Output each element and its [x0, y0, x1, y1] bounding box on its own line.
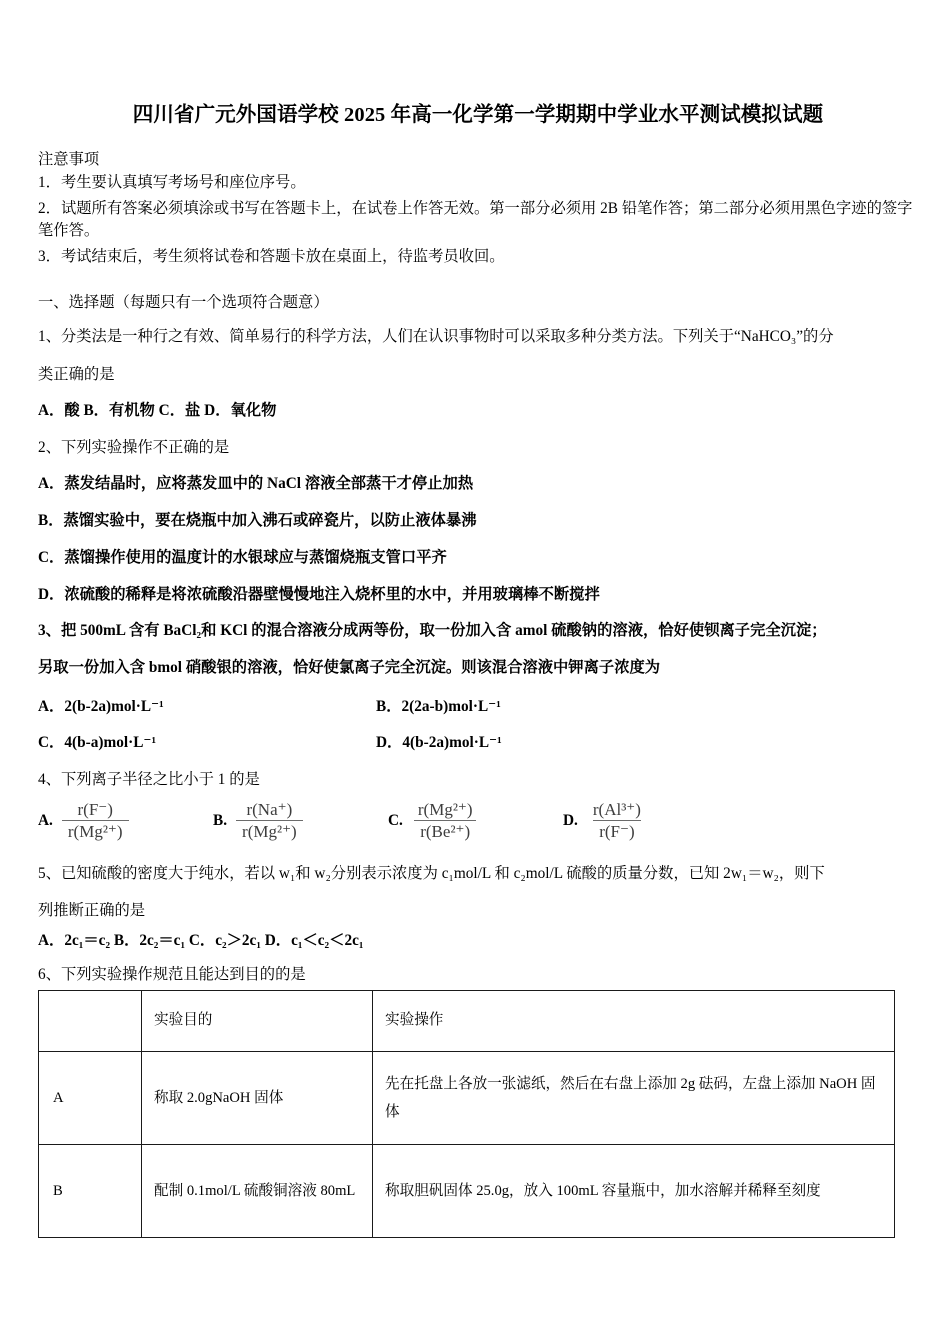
question-1-options [38, 398, 918, 420]
question-5-stem-line-1: 5、已知硫酸的密度大于纯水，若以 w₁和 w₂分别表示浓度为 c₁mol/L 和 c₂mol/L 硫酸的质量分数，已知 2w₁＝w₂，则下 [38, 865, 825, 882]
fraction-numerator: r(F⁻) [77, 800, 113, 819]
question-2-option-c: C．蒸馏操作使用的温度计的水银球应与蒸馏烧瓶支管口平齐 [38, 549, 447, 566]
fraction-denominator: r(Be²⁺) [414, 820, 476, 841]
question-3-option-c: C．4(b-a)mol·L⁻¹ [38, 734, 157, 751]
notice-item-1: 1．考生要认真填写考场号和座位序号。 [38, 173, 306, 191]
section-heading: 一、选择题（每题只有一个选项符合题意） [38, 294, 329, 311]
question-4-option-b [213, 800, 303, 841]
question-4-option-b-fraction [236, 800, 303, 841]
question-2-option-a-wrap [38, 471, 918, 493]
table-header-operation: 实验操作 [373, 991, 895, 1052]
question-4-option-b-label: B. [213, 811, 228, 829]
question-3-stem-line-1: 3、把 500mL 含有 BaCl₂和 KCl 的混合溶液分成两等份，取一份加入含 amol 硫酸钠的溶液，恰好使钡离子完全沉淀； [38, 622, 827, 639]
question-1 [38, 324, 918, 346]
question-5-stem-line-2-wrap [38, 898, 918, 920]
question-4-option-c-label: C. [388, 811, 403, 829]
experiment-table [38, 990, 895, 1238]
fraction-denominator: r(Mg²⁺) [236, 820, 303, 841]
question-6-stem-wrap [38, 962, 918, 984]
question-4-option-d-label: D. [563, 811, 578, 829]
question-1-option-row: A．酸 B．有机物 C．盐 D．氧化物 [38, 402, 277, 419]
notice-item-3: 3．考试结束后，考生须将试卷和答题卡放在桌面上，待监考员收回。 [38, 248, 505, 266]
question-4-stem-wrap [38, 767, 918, 789]
notice-item-2: 2．试题所有答案必须填涂或书写在答题卡上，在试卷上作答无效。第一部分必须用 2B 铅笔作答；第二部分必须用黑色字迹的签字笔作答。 [38, 199, 913, 239]
table-cell-purpose: 称取 2.0gNaOH 固体 [142, 1052, 373, 1145]
notice-heading: 注意事项 [38, 151, 100, 168]
question-2-option-d-wrap [38, 582, 918, 604]
question-2-option-a: A．蒸发结晶时，应将蒸发皿中的 NaCl 溶液全部蒸干才停止加热 [38, 475, 474, 492]
question-2-option-c-wrap [38, 545, 918, 567]
question-4-option-d-fraction [587, 800, 647, 841]
table-cell-purpose: 配制 0.1mol/L 硫酸铜溶液 80mL [142, 1145, 373, 1238]
question-5-stem-line-1-wrap [38, 861, 918, 883]
question-1-stem-line-2-wrap [38, 362, 918, 384]
fraction-denominator: r(Mg²⁺) [62, 820, 129, 841]
question-4-option-c-fraction [412, 800, 479, 841]
question-4-stem: 4、下列离子半径之比小于 1 的是 [38, 771, 260, 788]
question-2-stem-wrap [38, 435, 918, 457]
question-1-stem-line-2: 类正确的是 [38, 366, 115, 383]
question-4-option-a-fraction [62, 800, 129, 841]
question-5-options [38, 928, 918, 950]
fraction-numerator: r(Na⁺) [246, 800, 293, 819]
table-cell-operation: 先在托盘上各放一张滤纸，然后在右盘上添加 2g 砝码，左盘上添加 NaOH 固体 [373, 1052, 895, 1145]
fraction-denominator: r(F⁻) [593, 820, 640, 841]
question-6-stem: 6、下列实验操作规范且能达到目的的是 [38, 966, 306, 983]
table-header-purpose: 实验目的 [142, 991, 373, 1052]
question-4-option-d [563, 800, 647, 841]
question-4-option-a [38, 800, 129, 841]
table-row [39, 1052, 895, 1145]
question-2-option-b-wrap [38, 508, 918, 530]
fraction-numerator: r(Al³⁺) [592, 800, 641, 819]
question-5-option-row: A．2c₁＝c₂ B．2c₂＝c₁ C．c₂＞2c₁ D．c₁＜c₂＜2c₁ [38, 932, 364, 949]
page-title: 四川省广元外国语学校 2025 年高一化学第一学期期中学业水平测试模拟试题 [132, 104, 824, 126]
question-2-option-d: D．浓硫酸的稀释是将浓硫酸沿器壁慢慢地注入烧杯里的水中，并用玻璃棒不断搅拌 [38, 586, 600, 603]
question-3-option-a: A．2(b-2a)mol·L⁻¹ [38, 698, 164, 715]
table-header-row [39, 991, 895, 1052]
table-cell-operation: 称取胆矾固体 25.0g，放入 100mL 容量瓶中，加水溶解并稀释至刻度 [373, 1145, 895, 1238]
question-3-stem-line-1-wrap [38, 618, 918, 640]
table-header-id [39, 991, 142, 1052]
question-3-stem-line-2: 另取一份加入含 bmol 硝酸银的溶液，恰好使氯离子完全沉淀。则该混合溶液中钾离子浓度为 [38, 659, 661, 676]
question-5-stem-line-2: 列推断正确的是 [38, 902, 146, 919]
table-cell-id: A [39, 1052, 142, 1145]
notice-block [38, 152, 918, 272]
question-2-stem: 2、下列实验操作不正确的是 [38, 439, 230, 456]
question-2-option-b: B．蒸馏实验中，要在烧瓶中加入沸石或碎瓷片，以防止液体暴沸 [38, 512, 477, 529]
table-cell-id: B [39, 1145, 142, 1238]
table-row [39, 1145, 895, 1238]
question-3-stem-line-2-wrap [38, 655, 918, 677]
question-4-option-a-label: A. [38, 811, 53, 829]
question-3-option-b: B．2(2a-b)mol·L⁻¹ [376, 698, 501, 715]
fraction-numerator: r(Mg²⁺) [417, 800, 473, 819]
question-3-option-d: D．4(b-2a)mol·L⁻¹ [376, 734, 502, 751]
question-4-option-c [388, 800, 479, 841]
question-1-stem-line-1: 1、分类法是一种行之有效、简单易行的科学方法，人们在认识事物时可以采取多种分类方法。下列关于“NaHCO₃”的分 [38, 328, 834, 345]
